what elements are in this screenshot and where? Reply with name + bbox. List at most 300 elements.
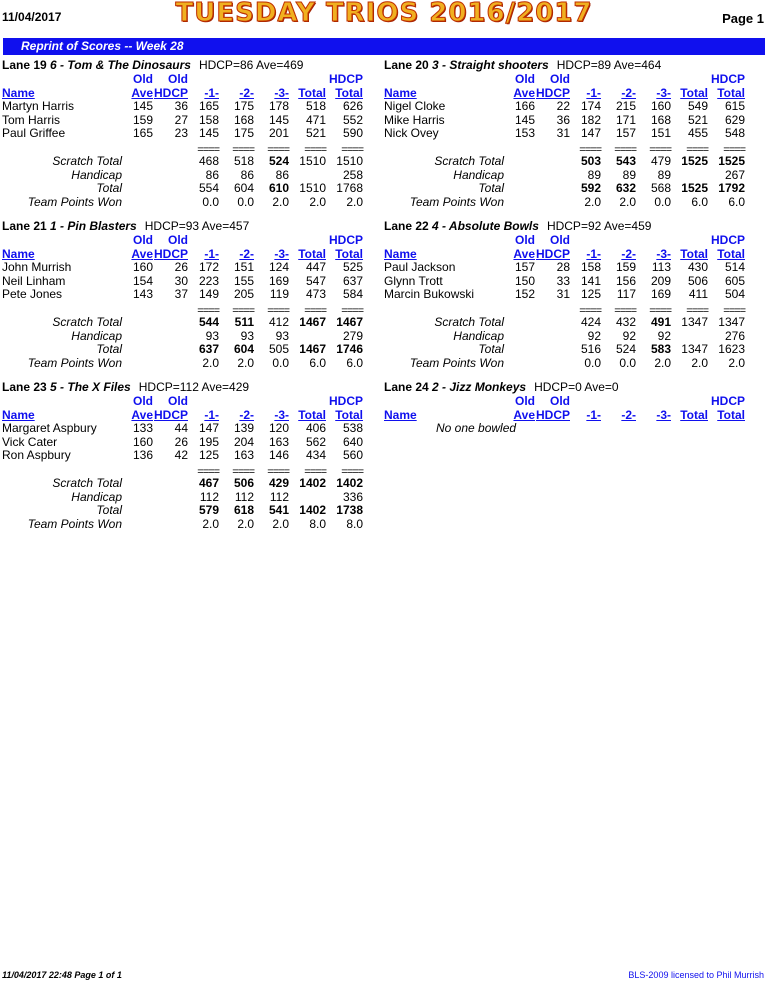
lane-number: Lane 23 — [2, 380, 51, 394]
scratch-total-row-value: 1525 — [681, 153, 708, 168]
col-old-hdcp: Old — [168, 233, 188, 247]
col-old-hdcp: Old — [550, 394, 570, 408]
grand-total-row — [2, 182, 372, 196]
column-header — [384, 248, 754, 262]
separator: ==== — [197, 304, 219, 317]
player-name: Pete Jones — [2, 287, 63, 302]
player-name: Vick Cater — [2, 434, 58, 449]
scratch-total-row — [384, 155, 754, 169]
col-ave-value: 136 — [132, 448, 153, 463]
separator: ==== — [579, 304, 601, 317]
col-total-value: 473 — [305, 287, 326, 302]
col-game-3-value: 163 — [268, 434, 289, 449]
col-hdcp-value: 26 — [174, 260, 188, 275]
handicap-row — [2, 491, 372, 505]
col-game-2-value: 163 — [233, 448, 254, 463]
scratch-total-row-value: 543 — [615, 153, 636, 168]
col-hdcp-total: Total — [335, 407, 363, 422]
col-game-1-value: 145 — [198, 126, 219, 141]
handicap-row-value: 89 — [587, 167, 601, 182]
col-hdcp-total-value: 552 — [342, 112, 363, 127]
col-hdcp-total-value: 615 — [724, 99, 745, 114]
scratch-total-row-value: 1347 — [718, 314, 745, 329]
scratch-total-row-value: 503 — [580, 153, 601, 168]
separator: ==== — [686, 304, 708, 317]
scratch-total-row — [384, 316, 754, 330]
col-hdcp: HDCP — [153, 246, 188, 261]
lane-header — [384, 219, 754, 234]
player-row — [384, 114, 754, 128]
handicap-row-value: 89 — [622, 167, 636, 182]
col-game-1: -1- — [586, 85, 601, 100]
scratch-total-row — [2, 155, 372, 169]
team-points-row — [2, 196, 372, 210]
separator: ==== — [304, 304, 326, 317]
lane-header — [384, 380, 754, 395]
team-points-row-value: 0.0 — [272, 355, 289, 370]
col-hdcp-value: 36 — [556, 112, 570, 127]
team-points-row — [2, 357, 372, 371]
col-old-ave: Old — [515, 72, 535, 86]
footer-license: BLS-2009 licensed to Phil Murrish — [628, 970, 764, 980]
col-game-1: -1- — [204, 407, 219, 422]
col-hdcp-value: 33 — [556, 273, 570, 288]
col-old-ave: Old — [133, 233, 153, 247]
col-hdcp: HDCP — [153, 407, 188, 422]
col-hdcp: HDCP — [535, 407, 570, 422]
col-game-1-value: 158 — [580, 260, 601, 275]
col-hdcp-total: Total — [335, 85, 363, 100]
col-total: Total — [680, 85, 708, 100]
col-game-2-value: 159 — [615, 260, 636, 275]
scratch-total-row-value: 1510 — [336, 153, 363, 168]
separator: ==== — [304, 143, 326, 156]
lane-block — [384, 380, 754, 436]
lane-header — [2, 380, 372, 395]
col-hdcp-total-value: 560 — [342, 448, 363, 463]
grand-total-row-value: 524 — [615, 342, 636, 357]
col-hdcp-total-value: 584 — [342, 287, 363, 302]
lane-number: Lane 19 — [2, 58, 51, 72]
separator: ==== — [267, 465, 289, 478]
col-game-3-value: 120 — [268, 421, 289, 436]
col-game-2-value: 157 — [615, 126, 636, 141]
handicap-row-value: 258 — [342, 167, 363, 182]
col-total-value: 447 — [305, 260, 326, 275]
col-game-2-value: 204 — [233, 434, 254, 449]
col-total-value: 549 — [687, 99, 708, 114]
col-hdcp-label: HDCP — [710, 233, 745, 247]
scratch-total-row — [2, 316, 372, 330]
lane-block — [2, 58, 372, 209]
scratch-total-row-value: 1347 — [681, 314, 708, 329]
lane-header — [384, 58, 754, 73]
team-points-row-value: 2.0 — [728, 355, 745, 370]
col-old-hdcp: Old — [550, 233, 570, 247]
col-game-1: -1- — [204, 85, 219, 100]
col-total-value: 430 — [687, 260, 708, 275]
col-name: Name — [2, 246, 35, 261]
grand-total-row-value: 618 — [233, 503, 254, 518]
handicap-row-value: 92 — [587, 328, 601, 343]
col-hdcp-value: 44 — [174, 421, 188, 436]
col-ave-value: 165 — [132, 126, 153, 141]
team-points-row — [2, 518, 372, 532]
col-hdcp-total-value: 504 — [724, 287, 745, 302]
handicap-row — [2, 330, 372, 344]
handicap-row — [384, 169, 754, 183]
col-game-2-value: 156 — [615, 273, 636, 288]
team-name: 5 - The X Files — [50, 380, 131, 394]
handicap-row-value: 92 — [657, 328, 671, 343]
team-points-row-value: 2.0 — [654, 355, 671, 370]
col-total: Total — [680, 246, 708, 261]
separator: ==== — [341, 304, 363, 317]
grand-total-row-label: Total — [478, 342, 504, 357]
handicap-row-value: 93 — [205, 328, 219, 343]
col-name: Name — [384, 407, 417, 422]
team-points-row-value: 2.0 — [202, 516, 219, 531]
no-bowlers-row — [384, 422, 754, 436]
col-hdcp-value: 42 — [174, 448, 188, 463]
separator: ==== — [232, 465, 254, 478]
scratch-total-row-value: 511 — [234, 314, 254, 329]
col-name: Name — [384, 85, 417, 100]
team-stats: HDCP=92 Ave=459 — [546, 219, 652, 233]
col-ave: Ave — [513, 246, 535, 261]
team-points-row-label: Team Points Won — [409, 194, 504, 209]
handicap-row-value: 93 — [275, 328, 289, 343]
separator: ==== — [197, 465, 219, 478]
col-game-2-value: 139 — [233, 421, 254, 436]
team-points-row-value: 8.0 — [346, 516, 363, 531]
player-row — [2, 288, 372, 302]
scratch-total-row-value: 518 — [233, 153, 254, 168]
team-points-row-value: 6.0 — [309, 355, 326, 370]
col-game-2-value: 155 — [233, 273, 254, 288]
col-name: Name — [2, 407, 35, 422]
separator: ==== — [267, 304, 289, 317]
team-name: 3 - Straight shooters — [432, 58, 549, 72]
col-hdcp-value: 30 — [174, 273, 188, 288]
player-row — [384, 127, 754, 141]
col-game-3: -3- — [274, 407, 289, 422]
col-total: Total — [298, 246, 326, 261]
team-stats: HDCP=0 Ave=0 — [534, 380, 619, 394]
report-title: TUESDAY TRIOS 2016/2017 — [175, 0, 593, 28]
handicap-row-value: 336 — [342, 489, 363, 504]
col-game-1-value: 174 — [580, 99, 601, 114]
col-hdcp: HDCP — [535, 85, 570, 100]
col-game-2-value: 215 — [615, 99, 636, 114]
scratch-total-row-label: Scratch Total — [52, 314, 122, 329]
handicap-row-value: 92 — [622, 328, 636, 343]
grand-total-row-label: Total — [478, 181, 504, 196]
col-game-3-value: 169 — [650, 287, 671, 302]
column-header — [2, 248, 372, 262]
col-hdcp-value: 23 — [174, 126, 188, 141]
col-old-ave: Old — [515, 394, 535, 408]
separator: ==== — [579, 143, 601, 156]
separator: ==== — [232, 143, 254, 156]
separator: ==== — [197, 143, 219, 156]
col-game-2: -2- — [621, 85, 636, 100]
separator: ==== — [723, 304, 745, 317]
player-name: Nigel Cloke — [384, 99, 446, 114]
team-points-row-value: 2.0 — [272, 194, 289, 209]
player-row — [2, 275, 372, 289]
col-ave-value: 160 — [132, 434, 153, 449]
handicap-row-value: 267 — [724, 167, 745, 182]
col-game-3-value: 151 — [650, 126, 671, 141]
col-hdcp-total: Total — [335, 246, 363, 261]
team-points-row-value: 0.0 — [584, 355, 601, 370]
scratch-total-row-value: 467 — [198, 475, 219, 490]
col-game-3: -3- — [656, 246, 671, 261]
grand-total-row-value: 505 — [268, 342, 289, 357]
handicap-row — [2, 169, 372, 183]
col-hdcp-total-value: 525 — [342, 260, 363, 275]
team-stats: HDCP=93 Ave=457 — [144, 219, 250, 233]
col-game-2-value: 175 — [233, 126, 254, 141]
col-total-value: 406 — [305, 421, 326, 436]
lane-number: Lane 21 — [2, 219, 51, 233]
grand-total-row-value: 592 — [580, 181, 601, 196]
col-ave-value: 153 — [514, 126, 535, 141]
col-game-3: -3- — [656, 407, 671, 422]
lane-number: Lane 24 — [384, 380, 433, 394]
team-points-row-value: 2.0 — [346, 194, 363, 209]
col-total-value: 547 — [305, 273, 326, 288]
team-name: 6 - Tom & The Dinosaurs — [50, 58, 191, 72]
col-game-3-value: 168 — [650, 112, 671, 127]
grand-total-row-value: 1746 — [336, 342, 363, 357]
column-header-top — [384, 234, 754, 248]
grand-total-row-value: 583 — [650, 342, 671, 357]
team-points-row-label: Team Points Won — [409, 355, 504, 370]
col-game-1-value: 149 — [198, 287, 219, 302]
col-ave: Ave — [513, 85, 535, 100]
scratch-total-row-value: 544 — [198, 314, 219, 329]
grand-total-row-value: 1467 — [299, 342, 326, 357]
player-name: Marcin Bukowski — [384, 287, 475, 302]
lane-header — [2, 58, 372, 73]
col-hdcp-label: HDCP — [328, 394, 363, 408]
grand-total-row-value: 1402 — [299, 503, 326, 518]
team-stats: HDCP=89 Ave=464 — [556, 58, 662, 72]
col-game-3-value: 160 — [650, 99, 671, 114]
col-game-1-value: 147 — [580, 126, 601, 141]
team-points-row-value: 0.0 — [654, 194, 671, 209]
handicap-row-value: 86 — [240, 167, 254, 182]
player-row — [2, 422, 372, 436]
col-hdcp-total: Total — [717, 85, 745, 100]
column-header — [2, 87, 372, 101]
separator: ==== — [341, 465, 363, 478]
lane-number: Lane 20 — [384, 58, 433, 72]
col-game-3-value: 124 — [268, 260, 289, 275]
player-name: Nick Ovey — [384, 126, 439, 141]
team-points-row-value: 2.0 — [619, 194, 636, 209]
separator: ==== — [614, 143, 636, 156]
grand-total-row-value: 1510 — [299, 181, 326, 196]
scratch-total-row-value: 1467 — [336, 314, 363, 329]
handicap-row-label: Handicap — [453, 167, 504, 182]
col-game-1-value: 223 — [198, 273, 219, 288]
grand-total-row-value: 516 — [580, 342, 601, 357]
separator: ==== — [649, 143, 671, 156]
col-total-value: 455 — [687, 126, 708, 141]
team-points-row-value: 2.0 — [202, 355, 219, 370]
separator: ==== — [686, 143, 708, 156]
separator: ==== — [614, 304, 636, 317]
team-points-row-label: Team Points Won — [27, 516, 122, 531]
col-game-1-value: 147 — [198, 421, 219, 436]
scratch-total-row-value: 429 — [268, 475, 289, 490]
col-ave-value: 150 — [514, 273, 535, 288]
player-row — [384, 261, 754, 275]
scratch-total-row-value: 1402 — [299, 475, 326, 490]
team-points-row — [384, 357, 754, 371]
handicap-row-label: Handicap — [71, 328, 122, 343]
scratch-total-row-value: 1510 — [299, 153, 326, 168]
team-name: 4 - Absolute Bowls — [432, 219, 539, 233]
handicap-row-value: 86 — [205, 167, 219, 182]
col-total-value: 518 — [305, 99, 326, 114]
col-game-1-value: 158 — [198, 112, 219, 127]
col-old-hdcp: Old — [168, 72, 188, 86]
col-old-ave: Old — [515, 233, 535, 247]
grand-total-row — [384, 343, 754, 357]
col-total: Total — [298, 85, 326, 100]
team-name: 1 - Pin Blasters — [50, 219, 137, 233]
lane-header — [2, 219, 372, 234]
col-game-1: -1- — [586, 407, 601, 422]
col-game-2: -2- — [239, 407, 254, 422]
col-game-3-value: 209 — [650, 273, 671, 288]
team-points-row-value: 8.0 — [309, 516, 326, 531]
scratch-total-row-value: 1467 — [299, 314, 326, 329]
scratch-total-row-label: Scratch Total — [52, 153, 122, 168]
col-ave-value: 154 — [132, 273, 153, 288]
grand-total-row-value: 1768 — [336, 181, 363, 196]
col-ave: Ave — [131, 407, 153, 422]
player-name: Neil Linham — [2, 273, 66, 288]
scratch-total-row-label: Scratch Total — [434, 153, 504, 168]
col-total-value: 411 — [688, 287, 708, 302]
col-hdcp-total-value: 626 — [342, 99, 363, 114]
team-points-row-label: Team Points Won — [27, 194, 122, 209]
col-game-3: -3- — [274, 246, 289, 261]
col-game-2-value: 175 — [233, 99, 254, 114]
scratch-total-row-value: 491 — [650, 314, 671, 329]
col-game-2: -2- — [621, 407, 636, 422]
col-game-2: -2- — [239, 246, 254, 261]
col-hdcp-total: Total — [717, 407, 745, 422]
team-points-row-value: 2.0 — [691, 355, 708, 370]
team-points-row-value: 6.0 — [346, 355, 363, 370]
col-ave-value: 160 — [132, 260, 153, 275]
separator: ==== — [723, 143, 745, 156]
col-ave: Ave — [513, 407, 535, 422]
team-points-row-value: 0.0 — [202, 194, 219, 209]
player-row — [384, 100, 754, 114]
grand-total-row-value: 541 — [268, 503, 289, 518]
col-ave-value: 145 — [132, 99, 153, 114]
col-game-3-value: 146 — [268, 448, 289, 463]
col-hdcp-label: HDCP — [710, 394, 745, 408]
col-name: Name — [2, 85, 35, 100]
player-name: Tom Harris — [2, 112, 61, 127]
col-total: Total — [298, 407, 326, 422]
col-game-1: -1- — [204, 246, 219, 261]
col-old-ave: Old — [133, 72, 153, 86]
col-game-1-value: 141 — [580, 273, 601, 288]
team-points-row-value: 2.0 — [584, 194, 601, 209]
col-ave-value: 157 — [514, 260, 535, 275]
scratch-total-row-value: 506 — [233, 475, 254, 490]
scratch-total-row-value: 424 — [580, 314, 601, 329]
col-hdcp-total-value: 548 — [724, 126, 745, 141]
col-game-2-value: 205 — [233, 287, 254, 302]
player-row — [2, 100, 372, 114]
handicap-row-label: Handicap — [71, 489, 122, 504]
handicap-row-value: 112 — [234, 489, 254, 504]
team-points-row-value: 6.0 — [728, 194, 745, 209]
col-game-2: -2- — [239, 85, 254, 100]
player-name: Ron Aspbury — [2, 448, 71, 463]
col-old-ave: Old — [133, 394, 153, 408]
col-hdcp-value: 31 — [556, 126, 570, 141]
lane-block — [384, 58, 754, 209]
handicap-row-label: Handicap — [71, 167, 122, 182]
scratch-total-row-label: Scratch Total — [52, 475, 122, 490]
col-old-hdcp: Old — [168, 394, 188, 408]
player-name: Margaret Aspbury — [2, 421, 97, 436]
subtitle-bar: Reprint of Scores -- Week 28 — [3, 38, 765, 55]
col-total-value: 434 — [305, 448, 326, 463]
team-stats: HDCP=86 Ave=469 — [198, 58, 304, 72]
col-total-value: 506 — [687, 273, 708, 288]
team-points-row-value: 2.0 — [272, 516, 289, 531]
handicap-row-value: 276 — [724, 328, 745, 343]
col-game-2-value: 168 — [233, 112, 254, 127]
player-row — [2, 449, 372, 463]
col-hdcp-total-value: 637 — [342, 273, 363, 288]
column-header-top — [2, 73, 372, 87]
col-ave-value: 145 — [514, 112, 535, 127]
column-header-top — [384, 73, 754, 87]
player-row — [2, 114, 372, 128]
lane-number: Lane 22 — [384, 219, 433, 233]
grand-total-row-value: 568 — [650, 181, 671, 196]
separator: ==== — [232, 304, 254, 317]
col-hdcp-value: 22 — [556, 99, 570, 114]
col-name: Name — [384, 246, 417, 261]
col-game-3-value: 178 — [268, 99, 289, 114]
team-points-row-value: 2.0 — [237, 355, 254, 370]
team-stats: HDCP=112 Ave=429 — [138, 380, 250, 394]
col-hdcp-label: HDCP — [328, 233, 363, 247]
team-points-row-value: 0.0 — [237, 194, 254, 209]
scratch-total-row-label: Scratch Total — [434, 314, 504, 329]
scratch-total-row-value: 1525 — [718, 153, 745, 168]
grand-total-row-value: 610 — [268, 181, 289, 196]
col-game-1-value: 165 — [198, 99, 219, 114]
team-name: 2 - Jizz Monkeys — [432, 380, 527, 394]
col-game-1-value: 195 — [198, 434, 219, 449]
col-total-value: 521 — [687, 112, 708, 127]
